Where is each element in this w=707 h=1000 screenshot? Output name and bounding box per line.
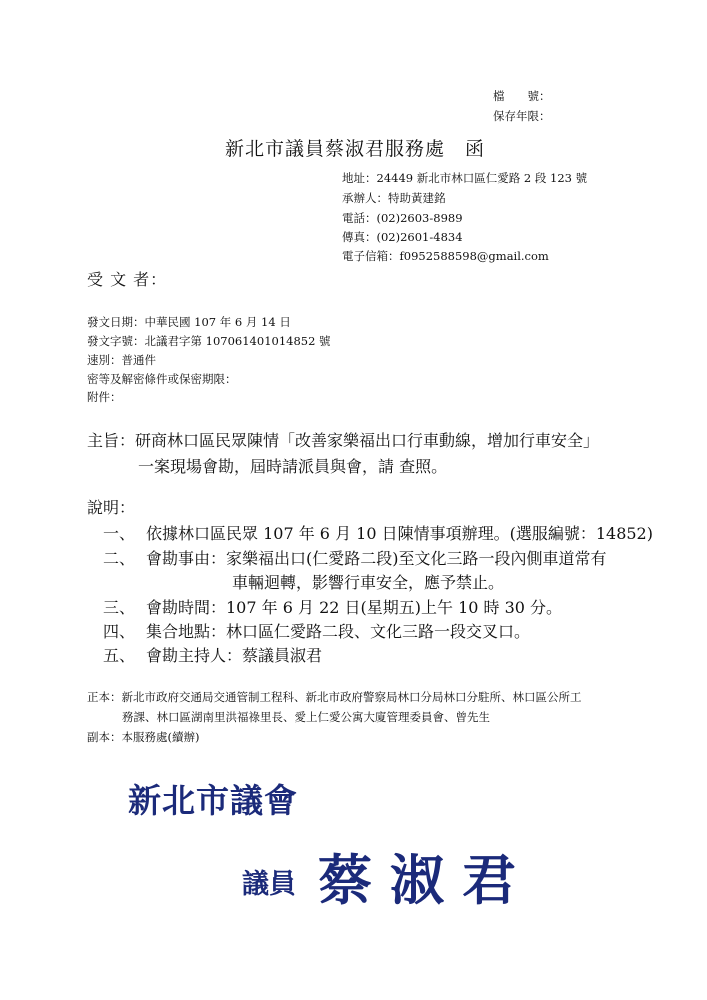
item-5-number: 五、 xyxy=(103,646,136,665)
council-seal-text: 新北市議會 xyxy=(128,781,298,820)
fax: 傳真：(02)2601-4834 xyxy=(342,230,463,244)
email: 電子信箱：f0952588598@gmail.com xyxy=(342,249,549,263)
issue-date: 發文日期：中華民國 107 年 6 月 14 日 xyxy=(87,315,291,329)
item-2-text: 會勘事由：家樂福出口(仁愛路二段)至文化三路一段內側車道常有 xyxy=(146,549,607,568)
address: 地址：24449 新北市林口區仁愛路 2 段 123 號 xyxy=(342,171,588,185)
phone: 電話：(02)2603-8989 xyxy=(342,211,463,225)
item-5-text: 會勘主持人：蔡議員淑君 xyxy=(146,646,323,665)
document-title: 新北市議員蔡淑君服務處 函 xyxy=(225,138,486,160)
item-2-continuation: 車輛迴轉，影響行車安全，應予禁止。 xyxy=(232,573,505,592)
item-3-number: 三、 xyxy=(103,598,136,617)
recipient-label: 受 文 者： xyxy=(87,270,168,289)
distribution-copy: 副本：本服務處(續辦) xyxy=(87,730,200,744)
item-3-text: 會勘時間：107 年 6 月 22 日(星期五)上午 10 時 30 分。 xyxy=(146,598,563,617)
urgency: 速別：普通件 xyxy=(87,353,156,367)
item-4-number: 四、 xyxy=(103,622,136,641)
issue-number: 發文字號：北議君字第 107061401014852 號 xyxy=(87,334,331,348)
confidentiality: 密等及解密條件或保密期限： xyxy=(87,372,237,386)
councilor-title: 議員 xyxy=(242,869,296,900)
item-4-text: 集合地點：林口區仁愛路二段、文化三路一段交叉口。 xyxy=(146,622,531,641)
distribution-main-2: 務課、林口區湖南里洪福祿里長、愛上仁愛公寓大廈管理委員會、曾先生 xyxy=(122,710,490,724)
item-1-text: 依據林口區民眾 107 年 6 月 10 日陳情事項辦理。(選服編號：14852) xyxy=(146,524,653,543)
file-number-label: 檔 號： xyxy=(493,89,551,103)
retention-label: 保存年限： xyxy=(493,109,551,123)
councilor-name-signature: 蔡淑君 xyxy=(318,848,534,912)
item-2-number: 二、 xyxy=(103,549,136,568)
explanation-label: 說明： xyxy=(87,498,136,517)
distribution-main-1: 正本：新北市政府交通局交通管制工程科、新北市政府警察局林口分局林口分駐所、林口區公所工 xyxy=(87,690,582,704)
subject-line-2: 一案現場會勘，屆時請派員與會，請 查照。 xyxy=(138,457,448,476)
attachments: 附件： xyxy=(87,390,122,404)
subject-line-1: 主旨：研商林口區民眾陳情「改善家樂福出口行車動線，增加行車安全」 xyxy=(87,431,600,450)
handler: 承辦人：特助黃建銘 xyxy=(342,191,446,205)
item-1-number: 一、 xyxy=(103,524,136,543)
